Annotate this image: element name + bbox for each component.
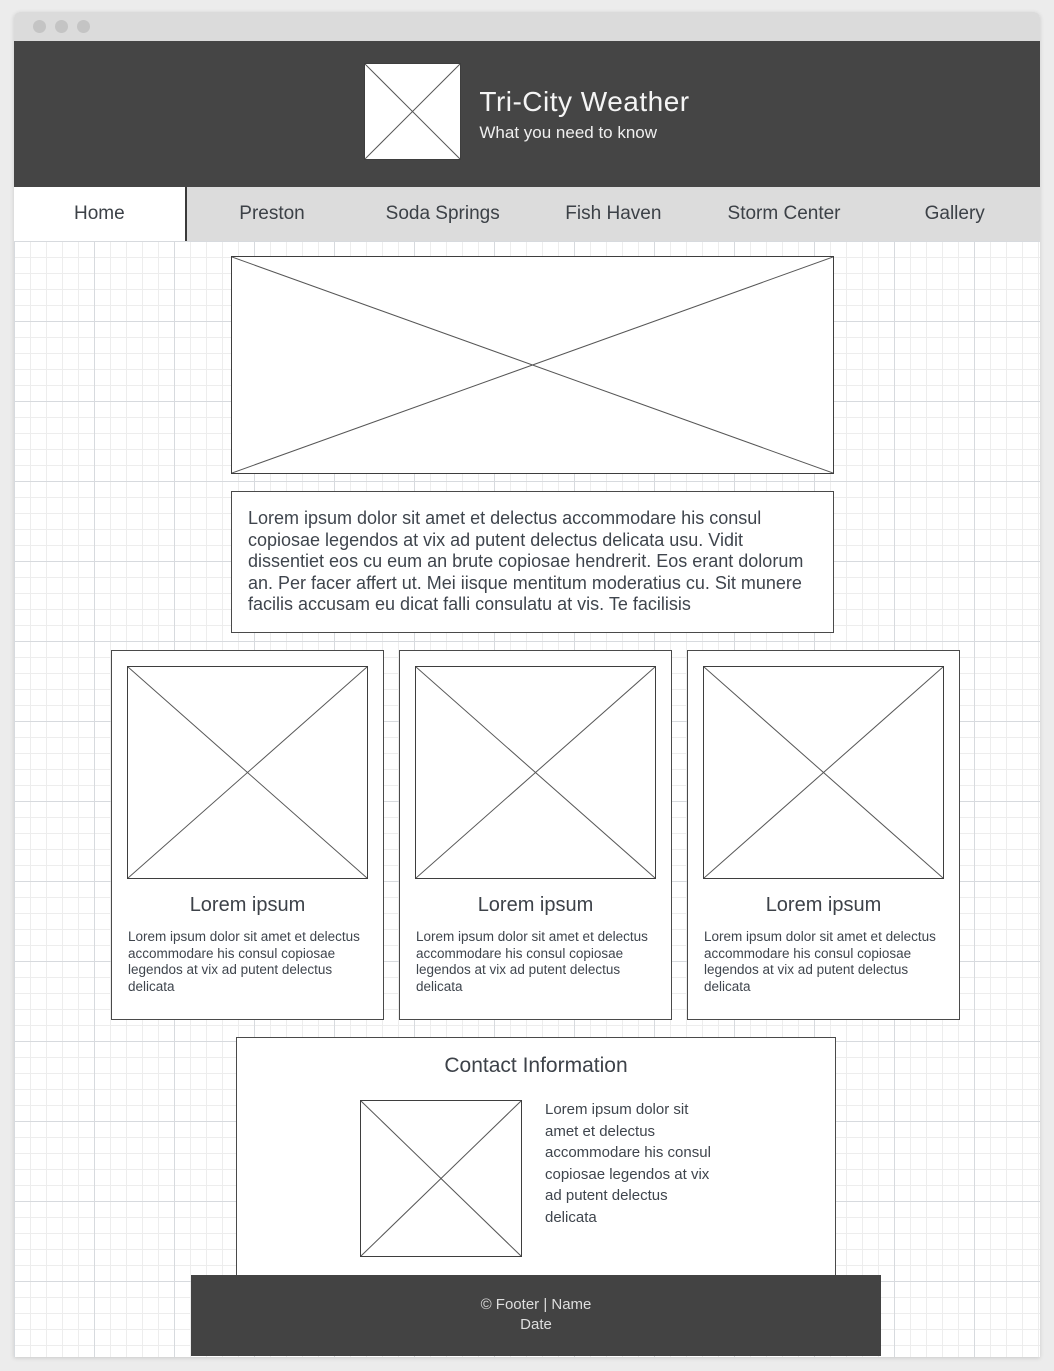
nav-item-gallery[interactable]: Gallery [924,203,985,224]
nav-item-storm-center[interactable]: Storm Center [727,203,841,224]
content-card-2 [399,650,672,1020]
page-content [14,241,1040,1357]
card-1-image-placeholder-icon [127,666,368,879]
nav-item-fish-haven[interactable]: Fish Haven [565,203,662,224]
card-2-title: Lorem ipsum [477,894,594,916]
site-footer [191,1275,881,1356]
contact-section [236,1037,836,1276]
window-control-dot-1[interactable] [33,20,46,33]
footer-date: Date [520,1316,552,1333]
contact-title: Contact Information [444,1054,628,1077]
browser-window [14,12,1040,1357]
nav-item-preston[interactable]: Preston [239,203,305,224]
browser-titlebar [14,12,1040,41]
contact-image-placeholder-icon [360,1100,522,1257]
main-nav [14,187,1040,241]
footer-copyright: © Footer | Name [480,1296,592,1313]
card-2-body: Lorem ipsum dolor sit amet et delectus accommodare his consul copiosae legendos at vix ad putent delectus delicata [416,929,648,994]
content-card-1 [111,650,384,1020]
card-3-image-placeholder-icon [703,666,944,879]
card-1-body: Lorem ipsum dolor sit amet et delectus accommodare his consul copiosae legendos at vix ad putent delectus delicata [128,929,360,994]
nav-item-soda-springs[interactable]: Soda Springs [385,203,500,224]
logo-image-placeholder-icon [364,63,461,160]
card-3-title: Lorem ipsum [765,894,882,916]
card-3-body: Lorem ipsum dolor sit amet et delectus accommodare his consul copiosae legendos at vix ad putent delectus delicata [704,929,936,994]
window-control-dot-3[interactable] [77,20,90,33]
nav-item-home[interactable]: Home [14,187,187,241]
header-text [479,86,689,143]
content-card-3 [687,650,960,1020]
hero-image-placeholder-icon [231,256,834,474]
site-tagline: What you need to know [479,122,658,142]
site-title: Tri-City Weather [479,85,690,117]
intro-paragraph: Lorem ipsum dolor sit amet et delectus accommodare his consul copiosae legendos at vix ad putent delectus delicata usu. Vidit dissentiet eos cu eum an brute copiosae hendrerit. Eos erant dolorum an. Per facer affert ut. Mei iisque mentitum moderatius cu. Sit munere facilis accusam eu dicat falli consulatu at vis. Te facilisis [231,491,834,633]
window-control-dot-2[interactable] [55,20,68,33]
site-header [14,41,1040,187]
contact-body: Lorem ipsum dolor sit amet et delectus accommodare his consul copiosae legendos at vix ad putent delectus delicata [545,1101,711,1226]
card-1-title: Lorem ipsum [189,894,306,916]
card-2-image-placeholder-icon [415,666,656,879]
